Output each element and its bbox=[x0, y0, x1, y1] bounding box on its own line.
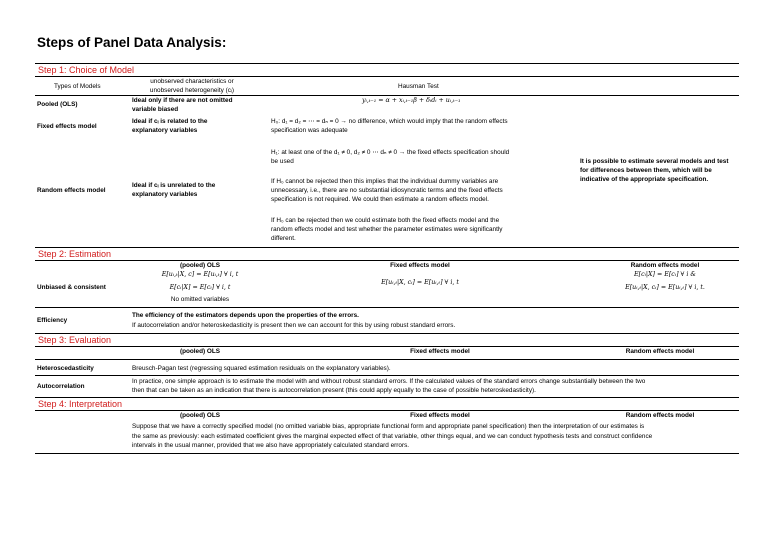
section-step1-header bbox=[35, 63, 739, 77]
step3-row-rule bbox=[35, 375, 739, 376]
section-step4-label: Step 4: Interpretation bbox=[38, 399, 123, 409]
notreject-line-3: specification is not required. We could then estimate a random effects model. bbox=[271, 196, 489, 203]
col-header-unobs-2: unobserved heterogeneity (cᵢ) bbox=[149, 87, 235, 94]
row-autocorrelation: Autocorrelation bbox=[37, 383, 85, 390]
step4-bottom-rule bbox=[35, 453, 739, 454]
pooled-note-2: variable biased bbox=[132, 106, 179, 113]
step3-col-re: Random effects model bbox=[625, 348, 695, 355]
fixed-note-1: Ideal if cᵢ is related to the bbox=[132, 118, 208, 125]
interpretation-line-2: the same as previously: each estimated coefficient gives the marginal expected effect of that variable, other things equal, and we can conduct hypothesis tests and construct confidence bbox=[132, 433, 653, 440]
page-title: Steps of Panel Data Analysis: bbox=[37, 35, 227, 50]
autocorrelation-line-1: In practice, one simple approach is to estimate the model with and without robust standard errors. If the calculated values of the standard errors change substantially between the two bbox=[132, 378, 646, 385]
reject-line-2: random effects model and test whether the parameter estimates were significantly bbox=[271, 226, 503, 233]
step2-row-rule bbox=[35, 307, 739, 308]
h0-line-2: specification was adequate bbox=[271, 127, 348, 134]
row-efficiency: Efficiency bbox=[37, 317, 68, 324]
reject-line-3: different. bbox=[271, 235, 296, 242]
step4-col-fe: Fixed effects model bbox=[410, 412, 470, 419]
row-heteroscedasticity: Heteroscedasticity bbox=[37, 365, 94, 372]
side-note-3: indicative of the appropriate specification. bbox=[580, 176, 709, 183]
heteroscedasticity-text: Breusch-Pagan test (regressing squared estimation residuals on the explanatory variables). bbox=[132, 365, 391, 372]
section-step2-label: Step 2: Estimation bbox=[38, 249, 112, 259]
row-fixed: Fixed effects model bbox=[37, 123, 97, 130]
notreject-line-2: unnecessary, i.e., there are no substantial idiosyncratic terms and the fixed effects bbox=[271, 187, 503, 194]
autocorrelation-line-2: then that can be taken as an indication that there is autocorrelation present (this could apply equally to the case of possible heteroskedasticity). bbox=[132, 387, 536, 394]
efficiency-line-1: The efficiency of the estimators depends upon the properties of the errors. bbox=[132, 312, 359, 319]
side-note-2: for differences between them, which will be bbox=[580, 167, 712, 174]
section-step4-header bbox=[35, 397, 739, 411]
step3-col-ols: (pooled) OLS bbox=[179, 348, 221, 355]
step2-col-ols: (pooled) OLS bbox=[179, 262, 221, 269]
efficiency-line-2: If autocorrelation and/or heteroskedasticity is present then we can account for this by using robust standard errors. bbox=[132, 322, 456, 329]
h0-line-1: H₀: d₁ = d₂ = ⋯ = dₙ = 0 → no difference, which would imply that the random effects bbox=[271, 118, 508, 125]
section-step2-header bbox=[35, 247, 739, 261]
row-pooled: Pooled (OLS) bbox=[37, 101, 78, 108]
ols-condition-2: E[cᵢ|X] = E[cᵢ] ∀ i, t bbox=[169, 284, 231, 291]
hausman-equation: yᵢ,ₜ₋₁ = α + xᵢ,ₜ₋₁β + δᵢdᵢ + uᵢ,ₜ₋₁ bbox=[362, 97, 461, 104]
random-note-2: explanatory variables bbox=[132, 191, 198, 198]
random-note-1: Ideal if cᵢ is unrelated to the bbox=[132, 182, 216, 189]
step3-header-rule bbox=[35, 359, 739, 360]
section-step1-label: Step 1: Choice of Model bbox=[38, 65, 135, 75]
section-step3-label: Step 3: Evaluation bbox=[38, 335, 112, 345]
section-step3-header bbox=[35, 333, 739, 347]
step2-col-re: Random effects model bbox=[630, 262, 700, 269]
row-random: Random effects model bbox=[37, 187, 106, 194]
step4-col-re: Random effects model bbox=[625, 412, 695, 419]
row-unbiased-consistent: Unbiased & consistent bbox=[37, 284, 106, 291]
step2-col-fe: Fixed effects model bbox=[390, 262, 450, 269]
col-header-hausman: Hausman Test bbox=[398, 83, 439, 90]
interpretation-line-1: Suppose that we have a correctly specified model (no omitted variable bias, appropriate functional form and appropriate panel specification) then the interpretation of our estimates is bbox=[132, 423, 645, 430]
pooled-note-1: Ideal only if there are not omitted bbox=[132, 97, 233, 104]
col-header-types: Types of Models bbox=[54, 83, 101, 90]
h1-line-1: H₁: at least one of the d₁ ≠ 0, d₂ ≠ 0 ⋯ dₙ ≠ 0 → the fixed effects specification should bbox=[271, 149, 510, 156]
step3-col-fe: Fixed effects model bbox=[410, 348, 470, 355]
notreject-line-1: If H₀ cannot be rejected then this implies that the individual dummy variables are bbox=[271, 178, 499, 185]
side-note-1: It is possible to estimate several models and test bbox=[580, 158, 729, 165]
ols-condition-1: E[uᵢ,ₜ|X, c] = E[uᵢ,ₜ] ∀ i, t bbox=[161, 271, 239, 278]
col-header-unobs-1: unobserved characteristics or bbox=[150, 78, 234, 85]
fe-condition-1: E[uᵢ,ₜ|X, cᵢ] = E[uᵢ,ₜ] ∀ i, t bbox=[381, 279, 459, 286]
step4-col-ols: (pooled) OLS bbox=[179, 412, 221, 419]
ols-condition-3: No omitted variables bbox=[170, 296, 230, 303]
re-condition-1: E[cᵢ|X] = E[cᵢ] ∀ i & bbox=[634, 271, 696, 278]
fixed-note-2: explanatory variables bbox=[132, 127, 198, 134]
interpretation-line-3: intervals in the usual manner, provided that we also have appropriately calculated standard errors. bbox=[132, 442, 410, 449]
reject-line-1: If H₀ can be rejected then we could estimate both the fixed effects model and the bbox=[271, 217, 500, 224]
h1-line-2: be used bbox=[271, 158, 294, 165]
re-condition-2: E[uᵢ,ₜ|X, cᵢ] = E[uᵢ,ₜ] ∀ i, t. bbox=[625, 284, 705, 291]
